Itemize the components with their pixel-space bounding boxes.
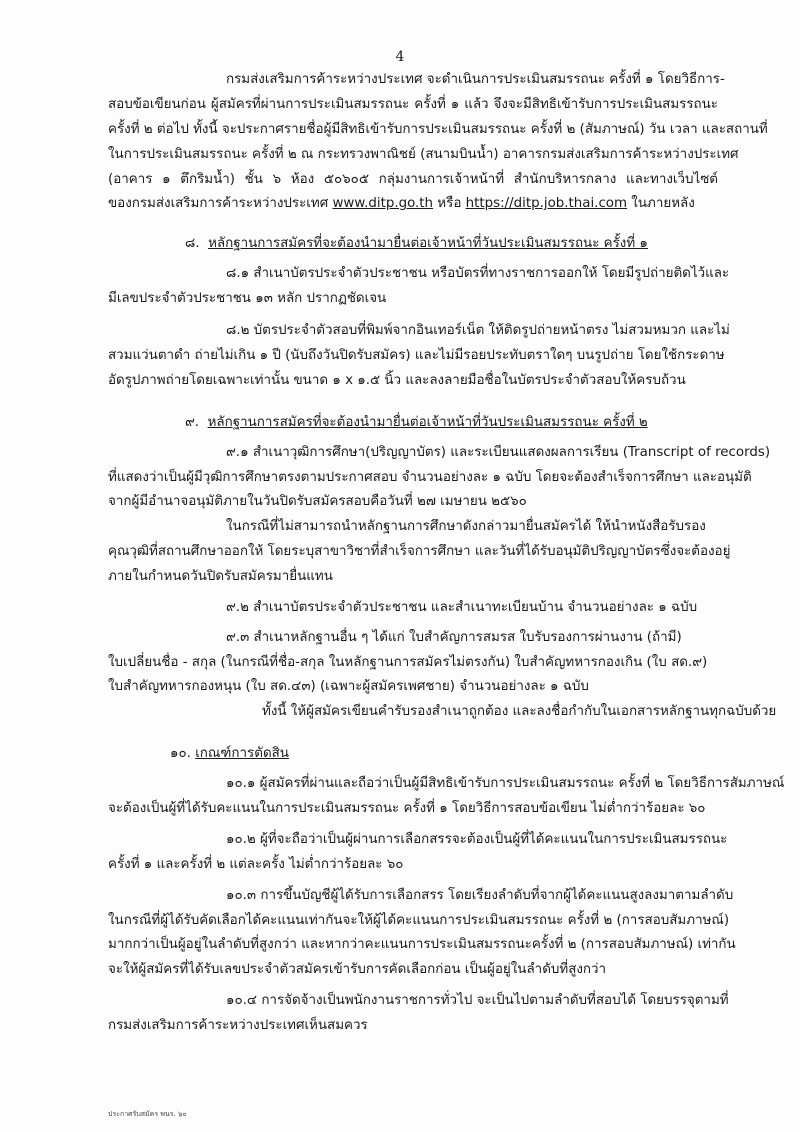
section-title: เกณฑ์การตัดสิน [195, 746, 289, 761]
text-line: ครั้งที่ ๒ ต่อไป ทั้งนี้ จะประกาศรายชื่อผู้มีสิทธิเข้ารับการประเมินสมรรถนะ ครั้งที่ ๒ (สัมภาษณ์) วัน เวลา และสถานที่ [108, 122, 768, 137]
footer-note: ประกาศรับสมัคร พนร. ๖๐ [108, 1110, 187, 1118]
text-line: ในการประเมินสมรรถนะ ครั้งที่ ๒ ณ กระทรวงพาณิชย์ (สนามบินน้ำ) อาคารกรมส่งเสริมการค้าระหว่างประเทศ [108, 147, 739, 162]
text-line: ๙.๑ สำเนาวุฒิการศึกษา(ปริญญาบัตร) และระเบียนแสดงผลการเรียน (Transcript of records) [226, 445, 771, 460]
text-line: ๙.๓ สำเนาหลักฐานอื่น ๆ ได้แก่ ใบสำคัญการสมรส ใบรับรองการผ่านงาน (ถ้ามี) [226, 630, 682, 645]
text-line: ใบเปลี่ยนชื่อ - สกุล (ในกรณีที่ชื่อ-สกุล ในหลักฐานการสมัครไม่ตรงกัน) ใบสำคัญทหารกองเกิน (ใบ สด.๙) [108, 655, 708, 670]
section-title: หลักฐานการสมัครที่จะต้องนำมายื่นต่อเจ้าหน้าที่วันประเมินสมรรถนะ ครั้งที่ ๑ [208, 236, 648, 251]
text-line: ๘.๒ บัตรประจำตัวสอบที่พิมพ์จากอินเทอร์เน็ต ให้ติดรูปถ่ายหน้าตรง ไม่สวมหมวก และไม่ [226, 323, 730, 338]
text-line: มีเลขประจำตัวประชาชน ๑๓ หลัก ปรากฏชัดเจน [108, 291, 387, 306]
section-number: ๑๐. [170, 746, 191, 761]
text-line: (อาคาร ๑ ตึกริมน้ำ) ชั้น ๖ ห้อง ๕๐๖๐๕ กลุ่มงานการเจ้าหน้าที่ สำนักบริหารกลาง และทางเว็บไซต์ [108, 172, 718, 187]
section-number: ๙. [185, 415, 200, 430]
text-line: ที่แสดงว่าเป็นผู้มีวุฒิการศึกษาตรงตามประกาศสอบ จำนวนอย่างละ ๑ ฉบับ โดยจะต้องสำเร็จการศึกษา และอนุมัติ [108, 470, 752, 485]
text-line: อัดรูปภาพถ่ายโดยเฉพาะเท่านั้น ขนาด ๑ x ๑.๕ นิ้ว และลงลายมือชื่อในบัตรประจำตัวสอบให้ครบถ้วน [108, 373, 686, 388]
section-heading [185, 413, 648, 433]
text-line: จากผู้มีอำนาจอนุมัติภายในวันปิดรับสมัครสอบคือวันที่ ๒๗ เมษายน ๒๕๖๐ [108, 494, 527, 509]
text-line: ในกรณีที่ไม่สามารถนำหลักฐานการศึกษาดังกล่าวมายื่นสมัครได้ ให้นำหนังสือรับรอง [226, 519, 706, 534]
website-link[interactable]: www.ditp.go.th [332, 196, 434, 211]
text-line: ๑๐.๓ การขึ้นบัญชีผู้ได้รับการเลือกสรร โดยเรียงลำดับที่จากผู้ได้คะแนนสูงลงมาตามลำดับ [226, 888, 734, 903]
text-line: ในกรณีที่ผู้ได้รับคัดเลือกได้คะแนนเท่ากันจะให้ผู้ได้คะแนนการประเมินสมรรถนะ ครั้งที่ ๒ (การสอบสัมภาษณ์) [108, 913, 730, 928]
text-line: ๑๐.๔ การจัดจ้างเป็นพนักงานราชการทั่วไป จะเป็นไปตามลำดับที่สอบได้ โดยบรรจุตามที่ [226, 993, 729, 1008]
text-line: มากกว่าเป็นผู้อยู่ในลำดับที่สูงกว่า และหากว่าคะแนนการประเมินสมรรถนะครั้งที่ ๒ (การสอบสัมภาษณ์) เท่ากัน [108, 937, 736, 952]
page-number: 4 [395, 49, 405, 65]
text-line: ภายในกำหนดวันปิดรับสมัครมายื่นแทน [108, 569, 333, 584]
text: ในภายหลัง [627, 196, 695, 211]
text-line [108, 194, 695, 214]
text-line: ๙.๒ สำเนาบัตรประจำตัวประชาชน และสำเนาทะเบียนบ้าน จำนวนอย่างละ ๑ ฉบับ [226, 600, 698, 615]
text-line: จะต้องเป็นผู้ที่ได้รับคะแนนในการประเมินสมรรถนะ ครั้งที่ ๑ โดยวิธีการสอบข้อเขียน ไม่ต่ำกว่าร้อยละ ๖๐ [108, 801, 706, 816]
text-line: ๑๐.๑ ผู้สมัครที่ผ่านและถือว่าเป็นผู้มีสิทธิเข้ารับการประเมินสมรรถนะ ครั้งที่ ๒ โดยวิธีการสัมภาษณ์ [226, 776, 785, 791]
text-line: ทั้งนี้ ให้ผู้สมัครเขียนคำรับรองสำเนาถูกต้อง และลงชื่อกำกับในเอกสารหลักฐานทุกฉบับด้วย [262, 704, 777, 719]
text-line: คุณวุฒิที่สถานศึกษาออกให้ โดยระบุสาขาวิชาที่สำเร็จการศึกษา และวันที่ได้รับอนุมัติปริญญาบัตรซึ่งจะต้องอยู่ [108, 544, 731, 559]
section-title: หลักฐานการสมัครที่จะต้องนำมายื่นต่อเจ้าหน้าที่วันประเมินสมรรถนะ ครั้งที่ ๒ [207, 415, 648, 430]
text-line: ๘.๑ สำเนาบัตรประจำตัวประชาชน หรือบัตรที่ทางราชการออกให้ โดยมีรูปถ่ายติดไว้และ [226, 266, 730, 281]
text: ของกรมส่งเสริมการค้าระหว่างประเทศ [108, 196, 333, 211]
text-line: จะให้ผู้สมัครที่ได้รับเลขประจำตัวสมัครเข้ารับการคัดเลือกก่อน เป็นผู้อยู่ในลำดับที่สูงกว่า [108, 962, 607, 977]
section-number: ๘. [185, 236, 200, 251]
text-line: ใบสำคัญทหารกองหนุน (ใบ สด.๔๓) (เฉพาะผู้สมัครเพศชาย) จำนวนอย่างละ ๑ ฉบับ [108, 679, 589, 694]
section-heading [185, 234, 648, 254]
text-line: กรมส่งเสริมการค้าระหว่างประเทศเห็นสมควร [108, 1018, 368, 1033]
text-line: กรมส่งเสริมการค้าระหว่างประเทศ จะดำเนินการประเมินสมรรถนะ ครั้งที่ ๑ โดยวิธีการ- [226, 72, 725, 87]
job-site-link[interactable]: https://ditp.job.thai.com [465, 196, 628, 211]
text: หรือ [433, 196, 466, 211]
text-line: ครั้งที่ ๑ และครั้งที่ ๒ แต่ละครั้ง ไม่ต่ำกว่าร้อยละ ๖๐ [108, 857, 404, 872]
text-line: สวมแว่นตาดำ ถ่ายไม่เกิน ๑ ปี (นับถึงวันปิดรับสมัคร) และไม่มีรอยประทับตราใดๆ บนรูปถ่าย โดยใช้กระดาษ [108, 348, 725, 363]
text-line: ๑๐.๒ ผู้ที่จะถือว่าเป็นผู้ผ่านการเลือกสรรจะต้องเป็นผู้ที่ได้คะแนนในการประเมินสมรรถนะ [226, 832, 728, 847]
section-heading [170, 744, 289, 764]
text-line: สอบข้อเขียนก่อน ผู้สมัครที่ผ่านการประเมินสมรรถนะ ครั้งที่ ๑ แล้ว จึงจะมีสิทธิเข้ารับการประเมินสมรรถนะ [108, 97, 718, 112]
